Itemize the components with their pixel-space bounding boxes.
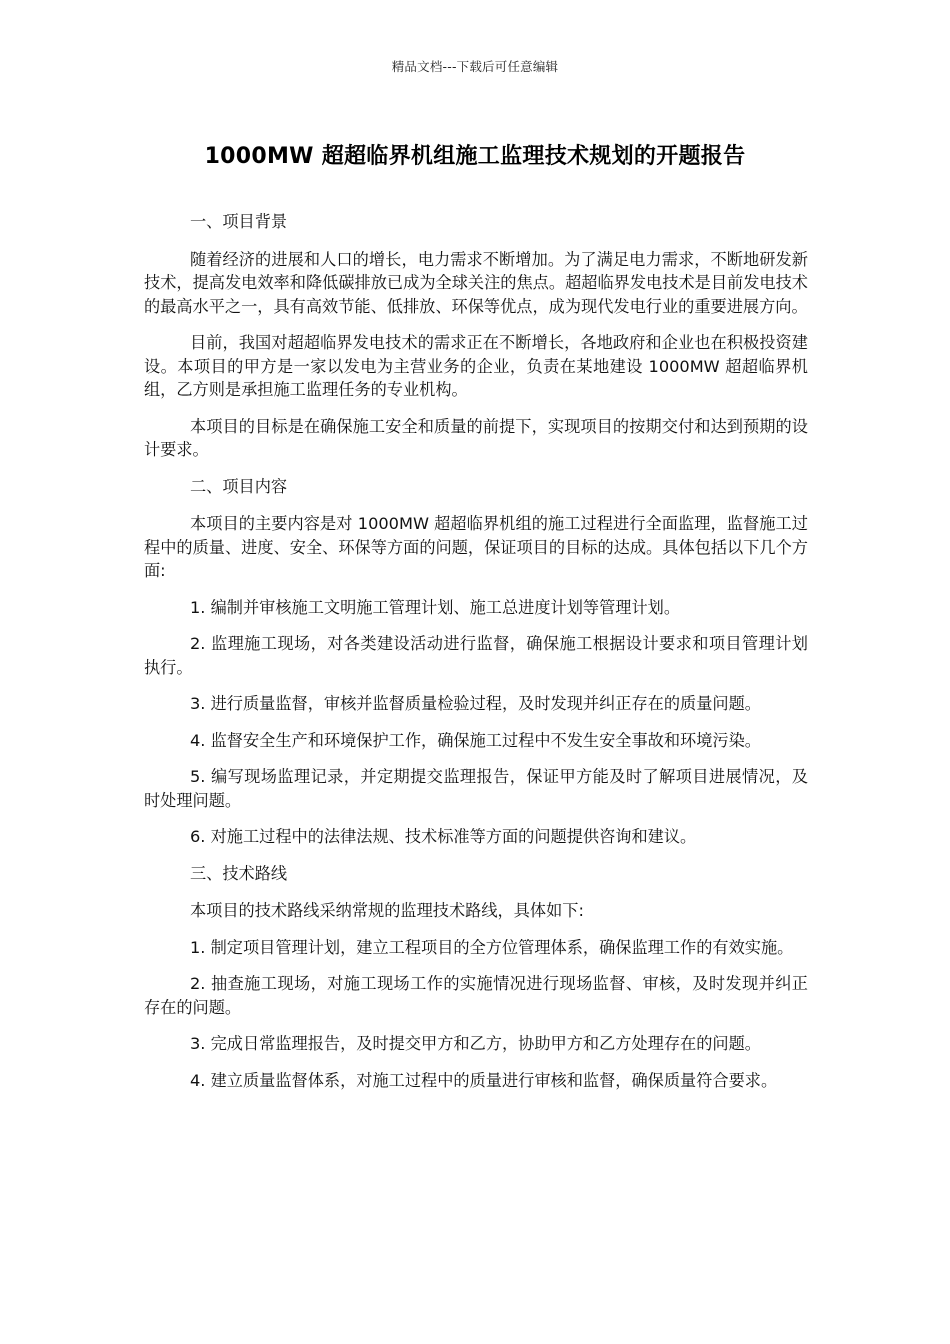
paragraph: 目前，我国对超超临界发电技术的需求正在不断增长，各地政府和企业也在积极投资建设。本项目的甲方是一家以发电为主营业务的企业，负责在某地建设 1000MW 超超临界机组，乙方则是承担施工监理任务的专业机构。: [144, 333, 808, 399]
list-item: 4. 建立质量监督体系，对施工过程中的质量进行审核和监督，确保质量符合要求。: [190, 1070, 778, 1090]
section-heading: 二、项目内容: [190, 476, 288, 496]
list-item: 1. 编制并审核施工文明施工管理计划、施工总进度计划等管理计划。: [190, 597, 681, 617]
list-item: 2. 监理施工现场，对各类建设活动进行监督，确保施工根据设计要求和项目管理计划执行。: [144, 634, 808, 677]
document-title: 1000MW 超超临界机组施工监理技术规划的开题报告: [204, 144, 746, 169]
list-item: 2. 抽查施工现场，对施工现场工作的实施情况进行现场监督、审核，及时发现并纠正存在的问题。: [144, 974, 808, 1017]
header-note: 精品文档---下载后可任意编辑: [391, 59, 559, 74]
list-item: 4. 监督安全生产和环境保护工作，确保施工过程中不发生安全事故和环境污染。: [190, 730, 761, 750]
list-item: 5. 编写现场监理记录，并定期提交监理报告，保证甲方能及时了解项目进展情况，及时处理问题。: [144, 767, 808, 810]
paragraph: 本项目的技术路线采纳常规的监理技术路线，具体如下:: [190, 901, 584, 920]
paragraph: 本项目的主要内容是对 1000MW 超超临界机组的施工过程进行全面监理，监督施工过程中的质量、进度、安全、环保等方面的问题，保证项目的目标的达成。具体包括以下几个方面:: [144, 514, 808, 580]
list-item: 1. 制定项目管理计划，建立工程项目的全方位管理体系，确保监理工作的有效实施。: [190, 937, 794, 957]
list-item: 3. 进行质量监督，审核并监督质量检验过程，及时发现并纠正存在的质量问题。: [190, 694, 761, 713]
list-item: 3. 完成日常监理报告，及时提交甲方和乙方，协助甲方和乙方处理存在的问题。: [190, 1034, 761, 1053]
list-item: 6. 对施工过程中的法律法规、技术标准等方面的问题提供咨询和建议。: [190, 827, 697, 846]
section-heading: 三、技术路线: [190, 863, 288, 883]
document-body: [144, 210, 808, 1105]
section-heading: 一、项目背景: [190, 212, 288, 231]
paragraph: 本项目的目标是在确保施工安全和质量的前提下，实现项目的按期交付和达到预期的设计要求。: [144, 416, 808, 459]
paragraph: 随着经济的进展和人口的增长，电力需求不断增加。为了满足电力需求，不断地研发新技术，提高发电效率和降低碳排放已成为全球关注的焦点。超超临界发电技术是目前发电技术的最高水平之一，具有高效节能、低排放、环保等优点，成为现代发电行业的重要进展方向。: [144, 249, 808, 316]
